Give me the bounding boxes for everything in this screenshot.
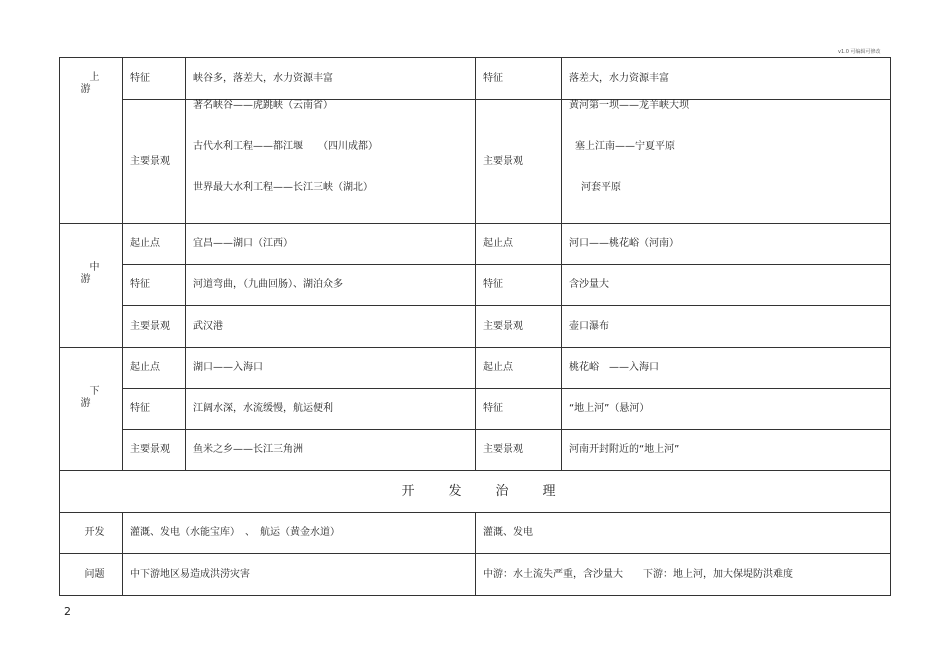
row-value-line: 塞上江南——宁夏平原 xyxy=(575,141,675,152)
row-value: 灌溉、发电 xyxy=(476,513,891,554)
banner-char: 理 xyxy=(542,483,556,499)
row-value: 武汉港 xyxy=(186,306,476,348)
table-row xyxy=(60,306,891,348)
row-value: 河南开封附近的“地上河” xyxy=(562,430,891,471)
row-value: 壶口瀑布 xyxy=(562,306,891,348)
banner-char: 治 xyxy=(495,483,509,499)
row-value: 湖口——入海口 xyxy=(186,348,476,389)
row-label: 特征 xyxy=(123,58,186,100)
row-value: 含沙量大 xyxy=(562,265,891,306)
row-value-line: 河套平原 xyxy=(581,182,621,193)
row-label: 特征 xyxy=(123,389,186,430)
table-row xyxy=(60,348,891,389)
row-value: 峡谷多，落差大，水力资源丰富 xyxy=(186,58,476,100)
row-label: 主要景观 xyxy=(476,430,562,471)
section-label: 上 游 xyxy=(60,58,123,224)
banner-char: 发 xyxy=(448,483,462,499)
table-row xyxy=(60,58,891,100)
section-label: 中 游 xyxy=(60,224,123,348)
river-comparison-table xyxy=(59,57,891,596)
row-label: 主要景观 xyxy=(476,100,562,224)
row-label: 特征 xyxy=(476,389,562,430)
row-label: 起止点 xyxy=(476,224,562,265)
row-value: 桃花峪 ——入海口 xyxy=(562,348,891,389)
table-row xyxy=(60,554,891,596)
table-row xyxy=(60,430,891,471)
row-value: 河口——桃花峪（河南） xyxy=(562,224,891,265)
row-label: 特征 xyxy=(123,265,186,306)
row-value-line: 著名峡谷——虎跳峡（云南省） xyxy=(193,100,333,111)
row-value: 江阔水深，水流缓慢，航运便利 xyxy=(186,389,476,430)
table-row xyxy=(60,389,891,430)
row-label: 特征 xyxy=(476,58,562,100)
row-label: 特征 xyxy=(476,265,562,306)
row-value: 灌溉、发电（水能宝库） 、 航运（黄金水道） xyxy=(123,513,476,554)
table-row xyxy=(60,471,891,513)
row-label: 起止点 xyxy=(123,224,186,265)
row-label: 问题 xyxy=(60,554,123,596)
table-row xyxy=(60,513,891,554)
header-corner-text: v1.0 可编辑可修改 xyxy=(838,49,881,55)
row-label: 开发 xyxy=(60,513,123,554)
row-value: 落差大，水力资源丰富 xyxy=(562,58,891,100)
row-label: 主要景观 xyxy=(123,306,186,348)
row-label: 主要景观 xyxy=(123,430,186,471)
row-value: 河道弯曲，（九曲回肠）、湖泊众多 xyxy=(186,265,476,306)
row-label: 主要景观 xyxy=(123,100,186,224)
row-value: 中下游地区易造成洪涝灾害 xyxy=(123,554,476,596)
row-label: 主要景观 xyxy=(476,306,562,348)
row-label: 起止点 xyxy=(476,348,562,389)
section-banner xyxy=(60,471,891,513)
row-value-line: 世界最大水利工程——长江三峡（湖北） xyxy=(193,182,373,193)
row-value: “地上河”（悬河） xyxy=(562,389,891,430)
table-row xyxy=(60,100,891,224)
table-row xyxy=(60,265,891,306)
row-value xyxy=(562,100,891,224)
row-value: 宜昌——湖口（江西） xyxy=(186,224,476,265)
page-number: 2 xyxy=(64,605,71,618)
row-value-line: 古代水利工程——都江堰 （四川成都） xyxy=(193,141,378,152)
row-label: 起止点 xyxy=(123,348,186,389)
banner-char: 开 xyxy=(401,483,415,499)
section-label: 下 游 xyxy=(60,348,123,471)
row-value: 鱼米之乡——长江三角洲 xyxy=(186,430,476,471)
row-value xyxy=(186,100,476,224)
table-row xyxy=(60,224,891,265)
row-value-line: 黄河第一坝——龙羊峡大坝 xyxy=(569,100,689,111)
row-value: 中游：水土流失严重，含沙量大 下游：地上河，加大保堤防洪难度 xyxy=(476,554,891,596)
